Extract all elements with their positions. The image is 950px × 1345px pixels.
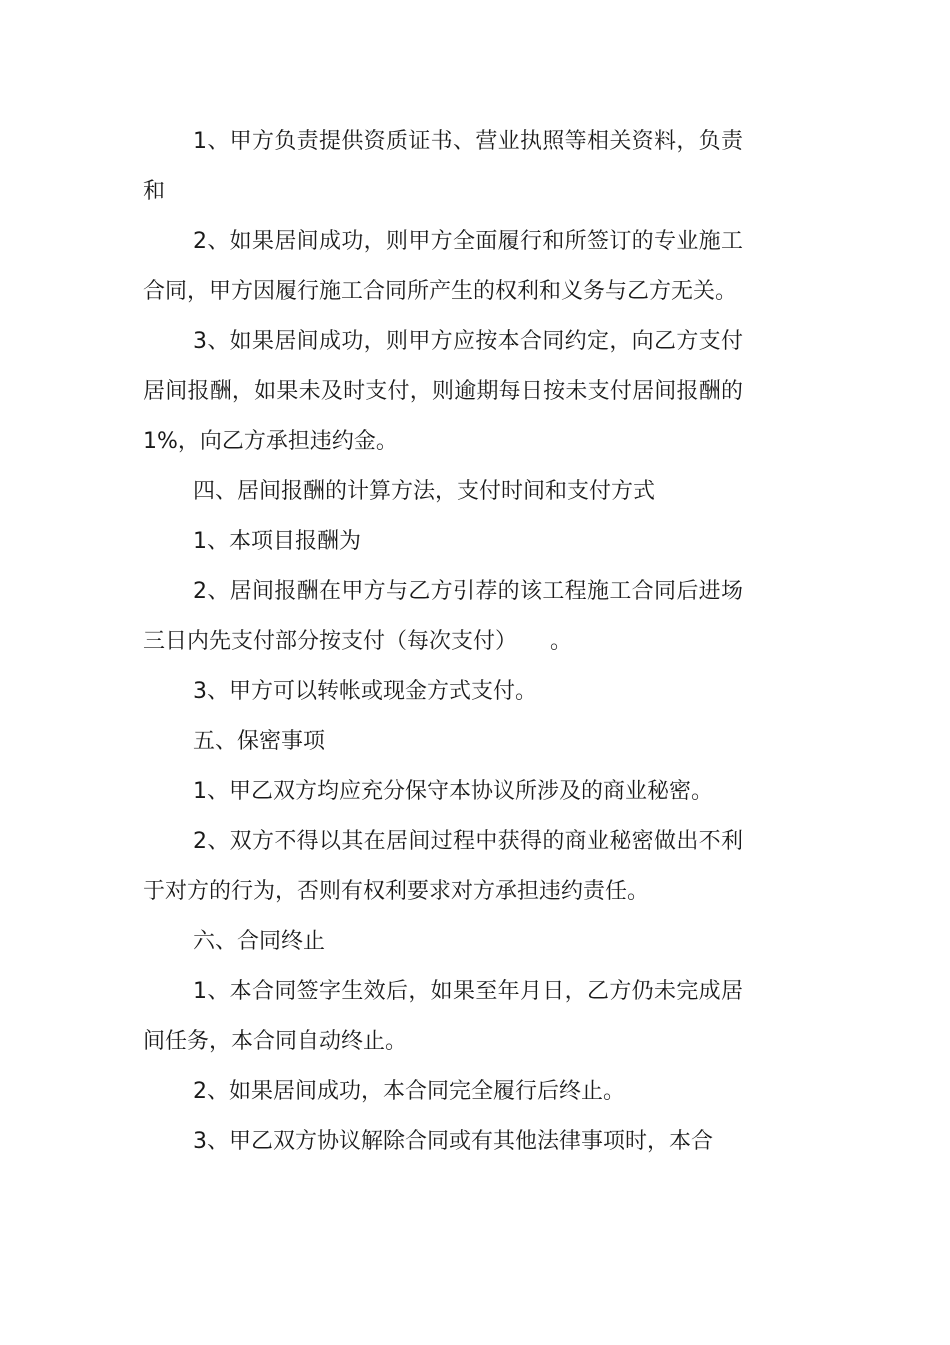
document-body (143, 117, 750, 1167)
paragraph-1: 1、甲方负责提供资质证书、营业执照等相关资料，负责和 (143, 129, 743, 204)
paragraph-13: 2、如果居间成功，本合同完全履行后终止。 (193, 1079, 625, 1104)
paragraph-5: 1、本项目报酬为 (193, 529, 361, 554)
section-heading-6: 六、合同终止 (193, 929, 326, 954)
paragraph-6: 2、居间报酬在甲方与乙方引荐的该工程施工合同后进场三日内先支付部分按支付（每次支付） 。 (143, 579, 743, 654)
paragraph-10: 2、双方不得以其在居间过程中获得的商业秘密做出不利于对方的行为，否则有权利要求对方承担违约责任。 (143, 829, 743, 904)
paragraph-14: 3、甲乙双方协议解除合同或有其他法律事项时，本合 (193, 1129, 713, 1154)
paragraph-3: 3、如果居间成功，则甲方应按本合同约定，向乙方支付居间报酬，如果未及时支付，则逾期每日按未支付居间报酬的 1%，向乙方承担违约金。 (143, 329, 750, 454)
paragraph-2: 2、如果居间成功，则甲方全面履行和所签订的专业施工合同，甲方因履行施工合同所产生的权利和义务与乙方无关。 (143, 229, 743, 304)
paragraph-7: 3、甲方可以转帐或现金方式支付。 (193, 679, 537, 704)
paragraph-12: 1、本合同签字生效后，如果至年月日，乙方仍未完成居间任务，本合同自动终止。 (143, 979, 743, 1054)
section-heading-4: 四、居间报酬的计算方法，支付时间和支付方式 (193, 479, 656, 504)
section-heading-5: 五、保密事项 (193, 729, 326, 754)
paragraph-9: 1、甲乙双方均应充分保守本协议所涉及的商业秘密。 (193, 779, 713, 804)
